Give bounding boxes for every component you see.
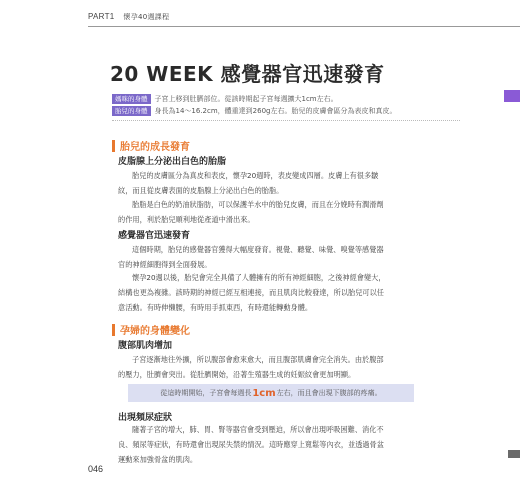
paragraph — [118, 242, 418, 272]
side-footer-marker — [508, 450, 520, 458]
paragraph-line: 隨著子宮的增大，肺、胃、腎等器官會受到壓迫，所以會出現呼吸困難、消化不 — [132, 425, 384, 434]
page-number: 046 — [88, 464, 104, 474]
section-marker — [112, 140, 115, 152]
fetus-body-text: 身長為14～16.2cm，體重達到260g左右。胎兒的皮膚會區分為表皮和真皮。 — [154, 107, 397, 115]
highlight-callout — [128, 384, 414, 402]
paragraph-line: 良、頻尿等症狀，有時還會出現尿失禁的情況。這時應穿上寬鬆等內衣，並透過骨盆 — [118, 440, 384, 449]
callout-text-before: 從這時期開始，子宮會每週長 — [160, 389, 252, 397]
stats-divider — [112, 120, 460, 121]
section-mother-changes — [112, 322, 190, 337]
paragraph — [118, 270, 418, 315]
fetus-body-tag: 胎兒的身體 — [112, 106, 151, 116]
paragraph-line: 的壓力，肚臍會突出。從肚臍開始，沿著生殖器生成的妊娠紋會更加明顯。 — [118, 370, 356, 379]
side-tab-marker — [504, 90, 520, 102]
paragraph-line: 懷孕20週以後，胎兒會完全具備了人體擁有的所有神經細胞，之後神經會變大， — [132, 273, 386, 282]
paragraph-line: 運動來加強骨盆的肌肉。 — [118, 455, 198, 464]
header-divider — [88, 26, 520, 27]
section-fetus-growth — [112, 138, 190, 153]
paragraph — [118, 352, 418, 382]
running-header — [88, 12, 169, 22]
mother-body-tag: 媽咪的身體 — [112, 94, 151, 104]
paragraph — [118, 422, 418, 467]
callout-highlight: 1cm — [252, 387, 276, 399]
paragraph-line: 胎脂是白色的奶油狀脂肪，可以保護羊水中的胎兒皮膚，而且在分娩時有潤滑劑 — [132, 200, 384, 209]
section-title: 胎兒的成長發育 — [120, 142, 190, 153]
section-title: 孕婦的身體變化 — [120, 326, 190, 337]
mother-body-stat — [112, 93, 338, 105]
paragraph — [118, 168, 418, 198]
subheading-abdomen: 腹部肌肉增加 — [118, 341, 173, 351]
paragraph-line: 的作用，利於胎兒順利地從產道中滑出來。 — [118, 215, 255, 224]
page-title: 20 WEEK 感覺器官迅速發育 — [110, 62, 385, 86]
subheading-senses: 感覺器官迅速發育 — [118, 231, 191, 241]
chapter-label: 懷孕40週課程 — [123, 13, 170, 21]
paragraph-line: 官的神經細胞得到全面發展。 — [118, 260, 212, 269]
paragraph-line: 這個時期，胎兒的感覺器官獲得大幅度發育。視覺、聽覺、味覺、嗅覺等感覺器 — [132, 245, 384, 254]
mother-body-text: 子宮上移到肚臍部位。從該時期起子宮每週擴大1cm左右。 — [154, 95, 338, 103]
subheading-frequent-urination: 出現頻尿症狀 — [118, 413, 173, 423]
paragraph-line: 胎兒的皮膚區分為真皮和表皮，懷孕20週時，表皮變成四層。皮膚上有很多皺 — [132, 171, 379, 180]
fetus-body-stat — [112, 105, 396, 117]
paragraph-line: 意活動。有時伸懶腰，有時用手抓東西，有時還能轉動身體。 — [118, 303, 313, 312]
paragraph-line: 紋，而且從皮膚表面的皮脂腺上分泌出白色的胎脂。 — [118, 186, 284, 195]
paragraph-line: 子宮逐漸地往外擴，所以腹部會愈來愈大，而且腹部肌膚會完全消失。由於腹部 — [132, 355, 384, 364]
subheading-vernix: 皮脂腺上分泌出白色的胎脂 — [118, 157, 227, 167]
paragraph — [118, 197, 418, 227]
section-marker — [112, 324, 115, 336]
paragraph-line: 結構也更為複雜。該時期的神經已經互相連接，而且肌肉比較發達，所以胎兒可以任 — [118, 288, 384, 297]
part-label: PART1 — [88, 12, 115, 21]
callout-text-after: 左右，而且會出現下腹部的疼痛。 — [276, 389, 382, 397]
